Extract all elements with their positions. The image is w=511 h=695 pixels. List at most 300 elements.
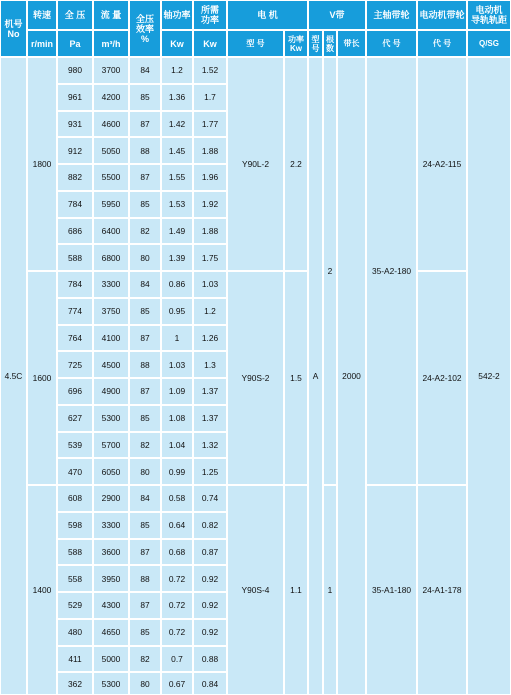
efficiency-cell [129,137,161,164]
shaft-power-cell-text: 1.42 [168,118,186,129]
required-power-cell-text: 1.77 [201,118,219,129]
required-power-cell [193,325,227,352]
required-power-cell [193,218,227,245]
header-shaft-power-unit-text: Kw [170,38,184,49]
header-belt-length [337,30,366,57]
header-vbelt-text: V带 [329,10,345,20]
header-flow-unit [93,30,129,57]
header-motor-frame [467,0,511,30]
pressure-cell [57,137,93,164]
required-power-cell [193,646,227,673]
required-power-cell [193,592,227,619]
pressure-cell [57,592,93,619]
efficiency-cell-text: 87 [140,600,150,611]
pressure-cell-text: 588 [68,546,82,557]
flow-cell-text: 4100 [101,332,121,343]
required-power-cell-text: 1.3 [204,359,216,370]
required-power-cell [193,351,227,378]
flow-cell-text: 3600 [101,546,121,557]
pressure-cell [57,619,93,646]
shaft-power-cell [161,244,193,271]
shaft-power-cell-text: 1 [174,332,180,343]
header-pressure [57,0,93,30]
motor-power-cell [284,57,308,271]
shaft-power-cell [161,111,193,138]
efficiency-cell [129,57,161,84]
required-power-cell-text: 0.74 [201,493,219,504]
flow-cell [93,432,129,459]
required-power-cell [193,485,227,512]
flow-cell-text: 5050 [101,145,121,156]
pressure-cell-text: 774 [68,306,82,317]
header-speed-unit [27,30,57,57]
pressure-cell [57,565,93,592]
pressure-cell [57,485,93,512]
shaft-power-cell-text: 1.03 [168,359,186,370]
main-pulley-cell-text: 35-A1-180 [371,585,412,595]
motor-power-cell-text: 1.1 [290,585,302,595]
required-power-cell [193,378,227,405]
header-shaft-power-text: 轴功率 [163,10,191,20]
header-main-pulley-text: 主轴带轮 [373,10,410,20]
shaft-power-cell [161,405,193,432]
pressure-cell-text: 608 [68,493,82,504]
required-power-cell-text: 1.37 [201,413,219,424]
header-flow-unit-text: m³/h [101,38,121,49]
header-motor-power [284,30,308,57]
efficiency-cell-text: 85 [140,627,150,638]
pressure-cell [57,432,93,459]
flow-cell [93,191,129,218]
header-vbelt-count-text: 根 数 [326,34,334,53]
required-power-cell [193,84,227,111]
motor-power-cell [284,485,308,695]
header-efficiency-text: 全压 效率 % [135,13,154,44]
efficiency-cell [129,646,161,673]
belt-type-cell-text: A [312,371,319,381]
flow-cell-text: 4300 [101,600,121,611]
efficiency-cell [129,298,161,325]
required-power-cell [193,57,227,84]
required-power-cell-text: 1.32 [201,439,219,450]
pressure-cell [57,218,93,245]
shaft-power-cell [161,432,193,459]
efficiency-cell-text: 80 [140,466,150,477]
required-power-cell-text: 1.88 [201,225,219,236]
efficiency-cell-text: 82 [140,653,150,664]
shaft-power-cell [161,672,193,695]
efficiency-cell [129,592,161,619]
header-motor [227,0,308,30]
efficiency-cell [129,111,161,138]
shaft-power-cell [161,565,193,592]
flow-cell [93,646,129,673]
flow-cell [93,512,129,539]
header-required-power [193,0,227,30]
motor-power-cell-text: 1.5 [290,373,302,383]
shaft-power-cell-text: 0.72 [168,573,186,584]
efficiency-cell [129,378,161,405]
pressure-cell-text: 558 [68,573,82,584]
shaft-power-cell-text: 1.2 [171,65,183,76]
flow-cell [93,672,129,695]
flow-cell-text: 4900 [101,386,121,397]
efficiency-cell-text: 84 [140,279,150,290]
required-power-cell [193,111,227,138]
belt-count-cell-text: 1 [327,585,333,595]
speed-cell [27,271,57,485]
shaft-power-cell-text: 1.08 [168,413,186,424]
shaft-power-cell-text: 0.86 [168,279,186,290]
header-main-pulley [366,0,417,30]
motor-model-cell-text: Y90L-2 [241,159,269,169]
efficiency-cell [129,432,161,459]
header-required-power-text: 所需 功率 [200,5,219,25]
required-power-cell [193,458,227,485]
flow-cell [93,619,129,646]
flow-cell-text: 3750 [101,306,121,317]
flow-cell [93,218,129,245]
pressure-cell-text: 411 [68,653,82,664]
pressure-cell-text: 627 [68,413,82,424]
header-main-pulley-code-text: 代 号 [382,39,401,48]
pressure-cell [57,512,93,539]
header-pressure-unit-text: Pa [69,38,81,49]
flow-cell-text: 4600 [101,118,121,129]
shaft-power-cell [161,351,193,378]
efficiency-cell [129,619,161,646]
pressure-cell [57,539,93,566]
header-pressure-unit [57,30,93,57]
motor-frame-cell [467,57,511,695]
required-power-cell-text: 0.82 [201,520,219,531]
pressure-cell [57,672,93,695]
efficiency-cell-text: 85 [140,199,150,210]
flow-cell [93,539,129,566]
required-power-cell-text: 0.84 [201,678,219,689]
pressure-cell-text: 980 [68,65,82,76]
required-power-cell-text: 0.92 [201,627,219,638]
motor-model-cell [227,485,284,695]
required-power-cell-text: 1.96 [201,172,219,183]
shaft-power-cell-text: 0.58 [168,493,186,504]
shaft-power-cell [161,325,193,352]
belt-count-cell [323,485,337,695]
header-motor-pulley [417,0,467,30]
required-power-cell-text: 1.88 [201,145,219,156]
shaft-power-cell-text: 0.7 [171,653,183,664]
speed-cell-text: 1400 [32,585,52,595]
pressure-cell [57,646,93,673]
shaft-power-cell [161,619,193,646]
flow-cell [93,84,129,111]
pressure-cell [57,405,93,432]
efficiency-cell-text: 88 [140,573,150,584]
belt-type-cell [308,57,323,695]
flow-cell [93,405,129,432]
required-power-cell [193,405,227,432]
header-vbelt-type [308,30,323,57]
belt-length-cell-text: 2000 [342,371,361,381]
shaft-power-cell-text: 1.45 [168,145,186,156]
efficiency-cell-text: 85 [140,306,150,317]
pressure-cell [57,244,93,271]
header-motor-power-text: 功率 Kw [288,34,304,53]
pressure-cell-text: 912 [68,145,82,156]
efficiency-cell-text: 82 [140,225,150,236]
main-pulley-cell [366,485,417,695]
flow-cell [93,592,129,619]
required-power-cell [193,565,227,592]
flow-cell-text: 4200 [101,92,121,103]
header-motor-frame-std [467,30,511,57]
motor-pulley-cell [417,271,467,485]
efficiency-cell-text: 88 [140,359,150,370]
shaft-power-cell-text: 1.53 [168,199,186,210]
flow-cell-text: 5300 [101,413,121,424]
header-pressure-text: 全 压 [64,10,86,20]
required-power-cell-text: 0.92 [201,600,219,611]
flow-cell-text: 6400 [101,225,121,236]
motor-power-cell [284,271,308,485]
flow-cell [93,325,129,352]
motor-model-cell-text: Y90S-2 [241,373,270,383]
required-power-cell-text: 1.37 [201,386,219,397]
pressure-cell-text: 696 [68,386,82,397]
flow-cell [93,244,129,271]
required-power-cell [193,191,227,218]
efficiency-cell-text: 87 [140,332,150,343]
header-speed-text: 转速 [32,10,51,20]
shaft-power-cell [161,378,193,405]
flow-cell-text: 3300 [101,520,121,531]
pressure-cell [57,271,93,298]
flow-cell [93,378,129,405]
pressure-cell-text: 686 [68,225,82,236]
required-power-cell-text: 1.52 [201,65,219,76]
shaft-power-cell [161,458,193,485]
efficiency-cell [129,512,161,539]
shaft-power-cell [161,298,193,325]
speed-cell [27,57,57,271]
header-motor-text: 电 机 [257,10,278,20]
speed-cell-text: 1800 [32,159,52,169]
header-belt-length-text: 带长 [343,39,360,48]
required-power-cell-text: 1.25 [201,466,219,477]
flow-cell [93,351,129,378]
motor-frame-cell-text: 542-2 [478,371,500,381]
motor-pulley-cell-text: 24-A2-115 [422,159,462,169]
efficiency-cell [129,672,161,695]
header-speed [27,0,57,30]
header-motor-pulley-code [417,30,467,57]
speed-cell [27,485,57,695]
flow-cell-text: 5300 [101,678,121,689]
required-power-cell [193,512,227,539]
shaft-power-cell-text: 0.72 [168,627,186,638]
efficiency-cell-text: 84 [140,493,150,504]
efficiency-cell-text: 80 [140,252,150,263]
header-motor-pulley-code-text: 代 号 [432,39,452,48]
efficiency-cell-text: 87 [140,118,150,129]
required-power-cell [193,271,227,298]
header-main-pulley-code [366,30,417,57]
flow-cell [93,164,129,191]
flow-cell-text: 5000 [101,653,121,664]
motor-model-cell [227,57,284,271]
efficiency-cell [129,565,161,592]
pressure-cell [57,458,93,485]
header-vbelt-count [323,30,337,57]
belt-count-cell-text: 2 [327,266,333,276]
pressure-cell-text: 931 [68,118,82,129]
efficiency-cell [129,485,161,512]
motor-model-cell [227,271,284,485]
required-power-cell-text: 1.26 [201,332,219,343]
flow-cell-text: 6800 [101,252,121,263]
header-shaft-power-unit [161,30,193,57]
header-vbelt-type-text: 型 号 [311,34,320,53]
efficiency-cell-text: 85 [140,92,150,103]
required-power-cell-text: 0.88 [201,653,219,664]
pressure-cell [57,325,93,352]
efficiency-cell [129,164,161,191]
efficiency-cell-text: 87 [140,172,150,183]
pressure-cell-text: 882 [68,172,82,183]
efficiency-cell [129,218,161,245]
flow-cell-text: 5950 [101,199,121,210]
pressure-cell-text: 362 [68,678,82,689]
required-power-cell [193,164,227,191]
belt-length-cell [337,57,366,695]
shaft-power-cell-text: 0.68 [168,546,186,557]
flow-cell-text: 3950 [101,573,121,584]
header-required-power-unit [193,30,227,57]
pressure-cell [57,298,93,325]
header-motor-frame-std-text: Q/SG [478,39,499,48]
shaft-power-cell-text: 0.72 [168,600,186,611]
pressure-cell-text: 539 [68,439,82,450]
efficiency-cell [129,244,161,271]
main-pulley-cell-text: 35-A2-180 [371,266,412,276]
fan-no-cell [0,57,27,695]
fan-no-cell-text: 4.5C [4,371,23,381]
flow-cell [93,458,129,485]
shaft-power-cell-text: 0.95 [168,306,186,317]
flow-cell [93,271,129,298]
shaft-power-cell-text: 0.67 [168,678,186,689]
motor-pulley-cell-text: 24-A1-178 [422,585,462,595]
efficiency-cell-text: 84 [140,65,150,76]
efficiency-cell [129,458,161,485]
pressure-cell-text: 764 [68,332,82,343]
efficiency-cell-text: 85 [140,520,150,531]
flow-cell-text: 4650 [101,627,121,638]
pressure-cell-text: 725 [68,359,82,370]
pressure-cell [57,57,93,84]
pressure-cell-text: 588 [68,252,82,263]
flow-cell [93,565,129,592]
flow-cell-text: 4500 [101,359,121,370]
flow-cell [93,298,129,325]
header-flow-text: 流 量 [100,10,122,20]
motor-power-cell-text: 2.2 [290,159,302,169]
efficiency-cell [129,84,161,111]
pressure-cell [57,191,93,218]
header-motor-frame-text: 电动机 导轨轨距 [470,5,507,25]
header-required-power-unit-text: Kw [203,38,217,49]
pressure-cell [57,84,93,111]
efficiency-cell [129,271,161,298]
required-power-cell-text: 1.92 [201,199,219,210]
flow-cell [93,111,129,138]
flow-cell [93,137,129,164]
efficiency-cell-text: 85 [140,413,150,424]
required-power-cell [193,244,227,271]
shaft-power-cell-text: 1.39 [168,252,186,263]
motor-pulley-cell [417,485,467,695]
efficiency-cell-text: 88 [140,145,150,156]
efficiency-cell [129,191,161,218]
shaft-power-cell [161,539,193,566]
flow-cell-text: 5700 [101,439,121,450]
shaft-power-cell [161,512,193,539]
shaft-power-cell-text: 1.55 [168,172,186,183]
shaft-power-cell-text: 1.04 [168,439,186,450]
shaft-power-cell-text: 1.49 [168,225,186,236]
pressure-cell-text: 470 [68,466,82,477]
required-power-cell-text: 1.75 [201,252,219,263]
main-pulley-cell [366,57,417,485]
efficiency-cell [129,539,161,566]
pressure-cell-text: 784 [68,199,82,210]
required-power-cell-text: 1.03 [201,279,219,290]
header-speed-unit-text: r/min [30,38,53,49]
efficiency-cell-text: 87 [140,386,150,397]
pressure-cell [57,164,93,191]
efficiency-cell-text: 87 [140,546,150,557]
header-vbelt [308,0,366,30]
speed-cell-text: 1600 [32,373,52,383]
shaft-power-cell [161,84,193,111]
flow-cell-text: 3300 [101,279,121,290]
shaft-power-cell [161,191,193,218]
belt-count-cell [323,57,337,485]
header-shaft-power [161,0,193,30]
efficiency-cell [129,325,161,352]
header-fan-no-text: 机号 No [4,18,23,39]
flow-cell [93,485,129,512]
shaft-power-cell [161,137,193,164]
shaft-power-cell-text: 0.99 [168,466,186,477]
shaft-power-cell-text: 1.36 [168,92,186,103]
flow-cell-text: 2900 [101,493,121,504]
required-power-cell-text: 1.7 [204,92,216,103]
pressure-cell-text: 529 [68,600,82,611]
pressure-cell [57,351,93,378]
shaft-power-cell [161,271,193,298]
pressure-cell [57,111,93,138]
header-efficiency [129,0,161,57]
flow-cell-text: 3700 [101,65,121,76]
motor-model-cell-text: Y90S-4 [241,585,270,595]
header-motor-model [227,30,284,57]
shaft-power-cell [161,164,193,191]
header-motor-model-text: 型 号 [246,39,265,48]
motor-pulley-cell [417,57,467,271]
header-motor-pulley-text: 电动机带轮 [419,10,465,20]
required-power-cell-text: 0.92 [201,573,219,584]
